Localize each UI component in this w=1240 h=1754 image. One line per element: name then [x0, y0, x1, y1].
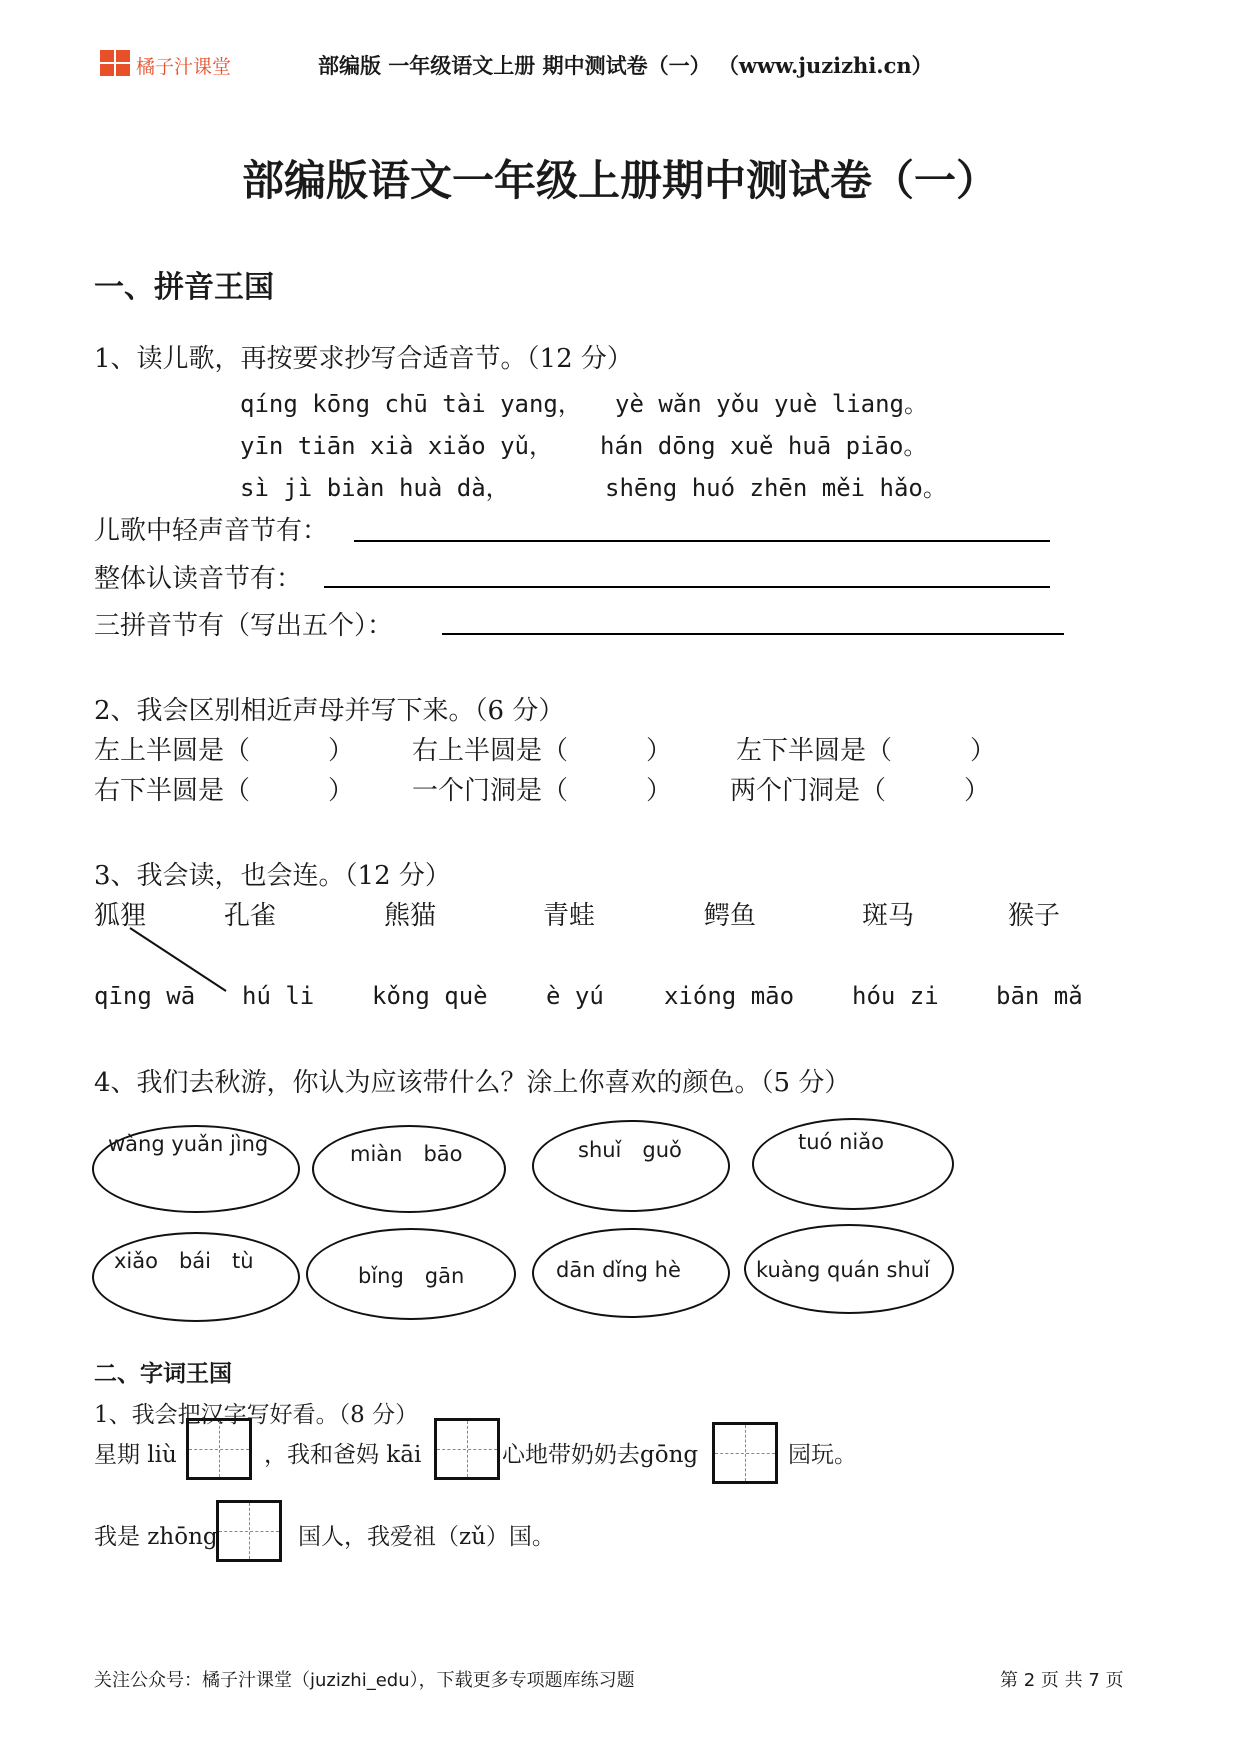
- q3-pinyin-1[interactable]: qīng wā: [94, 982, 196, 1010]
- poem-line-3b: shēng huó zhēn měi hǎo。: [605, 474, 947, 502]
- writing-box-kai[interactable]: [434, 1418, 500, 1480]
- oval-label-ostrich: tuó niǎo: [798, 1130, 884, 1154]
- q3-pinyin-6[interactable]: hóu zi: [852, 982, 939, 1010]
- s2-row2-text-1: 我是 zhōng: [94, 1524, 218, 1550]
- q2-item-2[interactable]: 右上半圆是（ ）: [412, 736, 673, 766]
- q3-pinyin-3[interactable]: kǒng què: [372, 982, 488, 1010]
- poem-line-3a: sì jì biàn huà dà，: [240, 474, 510, 502]
- q3-pinyin-4[interactable]: è yú: [546, 982, 604, 1010]
- q3-word-6[interactable]: 斑马: [862, 901, 915, 931]
- page-number: 第 2 页 共 7 页: [1000, 1670, 1124, 1691]
- oval-label-telescope: wàng yuǎn jìng: [108, 1132, 269, 1156]
- s2-row1-text-4: 园玩。: [788, 1442, 857, 1468]
- fill-whole-syllable-label: 整体认读音节有：: [94, 564, 303, 594]
- poem-line-2b: hán dōng xuě huā piāo。: [600, 432, 928, 460]
- q2-item-4[interactable]: 右下半圆是（ ）: [94, 776, 355, 806]
- header-title: 部编版 一年级语文上册 期中测试卷（一） （www.juzizhi.cn）: [318, 53, 933, 78]
- writing-box-liu[interactable]: [186, 1418, 252, 1480]
- oval-label-white-rabbit: xiǎo bái tù: [114, 1249, 254, 1273]
- q3-word-5[interactable]: 鳄鱼: [704, 901, 757, 931]
- q2-item-6[interactable]: 两个门洞是（ ）: [730, 776, 991, 806]
- q3-word-2[interactable]: 孔雀: [224, 901, 277, 931]
- poem-line-1a: qíng kōng chū tài yang，: [240, 390, 582, 418]
- section-heading-words: 二、字词王国: [94, 1360, 232, 1387]
- oval-label-biscuit: bǐng gān: [358, 1264, 465, 1288]
- s2-row1-text-1: 星期 liù: [94, 1442, 177, 1468]
- s2-row1-text-3: 心地带奶奶去gōng: [502, 1442, 699, 1468]
- q2-prompt: 2、我会区别相近声母并写下来。（6 分）: [94, 696, 565, 726]
- oval-label-bread: miàn bāo: [350, 1142, 463, 1166]
- q3-pinyin-2[interactable]: hú li: [242, 982, 315, 1010]
- oval-label-crane: dān dǐng hè: [556, 1258, 681, 1282]
- q3-pinyin-5[interactable]: xióng māo: [664, 982, 795, 1010]
- logo-text: 橘子汁课堂: [136, 56, 232, 78]
- poem-line-1b: yè wǎn yǒu yuè liang。: [615, 390, 928, 418]
- oval-label-fruit: shuǐ guǒ: [578, 1138, 682, 1162]
- poem-line-2a: yīn tiān xià xiǎo yǔ，: [240, 432, 553, 460]
- footer-note: 关注公众号：橘子汁课堂（juzizhi_edu），下载更多专项题库练习题: [94, 1670, 635, 1691]
- q3-word-4[interactable]: 青蛙: [543, 901, 596, 931]
- q2-item-5[interactable]: 一个门洞是（ ）: [412, 776, 673, 806]
- oval-label-mineral-water: kuàng quán shuǐ: [756, 1258, 930, 1282]
- q4-prompt: 4、我们去秋游，你认为应该带什么？涂上你喜欢的颜色。（5 分）: [94, 1068, 851, 1098]
- writing-box-zhong[interactable]: [216, 1500, 282, 1562]
- page-title: 部编版语文一年级上册期中测试卷（一）: [241, 156, 998, 205]
- q1-prompt: 1、读儿歌，再按要求抄写合适音节。（12 分）: [94, 344, 633, 374]
- writing-box-gong[interactable]: [712, 1422, 778, 1484]
- s2-row1-text-2: ，我和爸妈 kāi: [264, 1442, 422, 1468]
- q2-item-1[interactable]: 左上半圆是（ ）: [94, 736, 355, 766]
- section-heading-pinyin: 一、拼音王国: [94, 270, 274, 305]
- s2-row2-text-2: 国人，我爱祖（zǔ）国。: [298, 1524, 555, 1550]
- fill-neutral-tone-label: 儿歌中轻声音节有：: [94, 516, 329, 546]
- q3-word-3[interactable]: 熊猫: [384, 901, 437, 931]
- q3-word-7[interactable]: 猴子: [1008, 901, 1061, 931]
- fill-triple-syllable-label: 三拼音节有（写出五个）：: [94, 611, 394, 641]
- q2-item-3[interactable]: 左下半圆是（ ）: [736, 736, 997, 766]
- q3-word-1[interactable]: 狐狸: [94, 901, 147, 931]
- q3-prompt: 3、我会读，也会连。（12 分）: [94, 861, 451, 891]
- q3-pinyin-7[interactable]: bān mǎ: [996, 982, 1083, 1010]
- s2-q1-prompt: 1、我会把汉字写好看。（8 分）: [94, 1402, 419, 1428]
